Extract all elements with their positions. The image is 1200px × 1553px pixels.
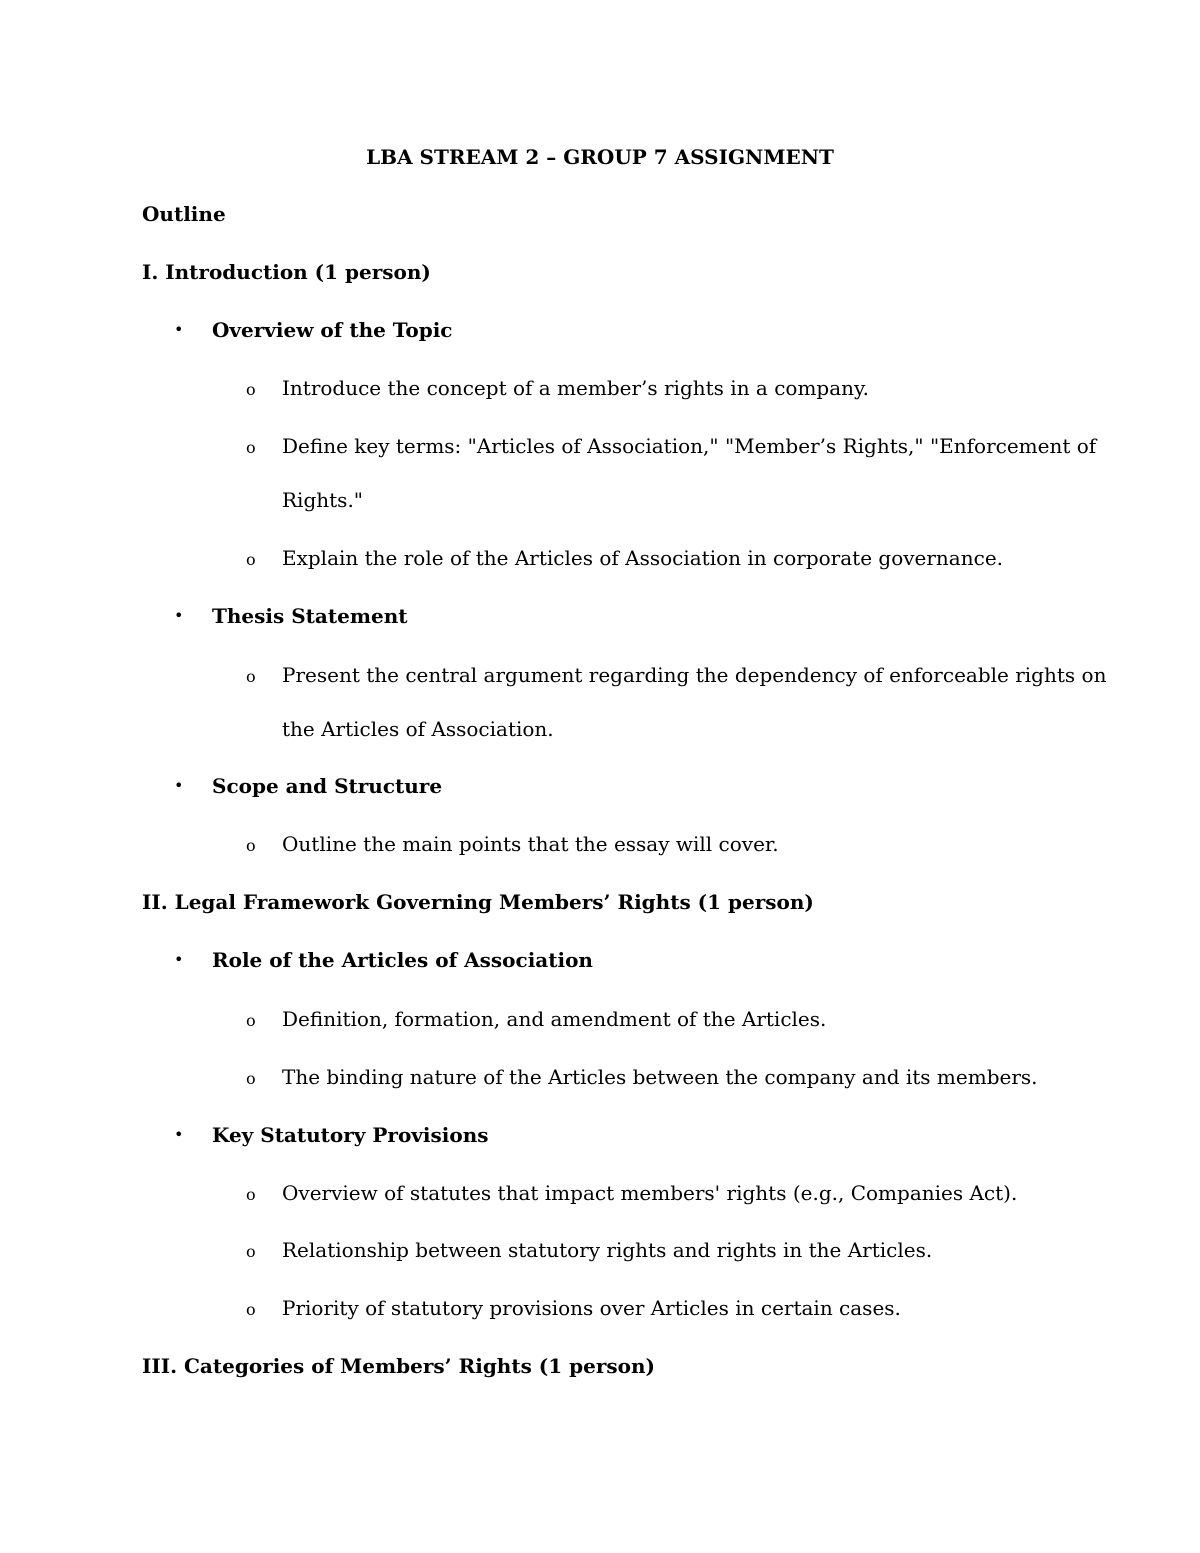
subbullet-icon: o	[246, 836, 256, 855]
subbullet-icon: o	[246, 1185, 256, 1204]
subbullet-icon: o	[246, 1011, 256, 1030]
subitem-text: Outline the main points that the essay will cover.	[282, 832, 779, 856]
bullet-icon: •	[174, 776, 184, 795]
subbullet-icon: o	[246, 438, 256, 457]
subitem-text: Introduce the concept of a member’s rights in a company.	[282, 376, 870, 400]
section-heading-legal-framework: II. Legal Framework Governing Members’ Rights (1 person)	[142, 890, 814, 914]
bullet-icon: •	[174, 320, 184, 339]
bullet-icon: •	[174, 1125, 184, 1144]
subitem-text: The binding nature of the Articles between the company and its members.	[282, 1065, 1038, 1089]
subbullet-icon: o	[246, 1069, 256, 1088]
bullet-icon: •	[174, 606, 184, 625]
subbullet-icon: o	[246, 380, 256, 399]
item-overview-of-topic: Overview of the Topic	[212, 318, 453, 342]
section-heading-introduction: I. Introduction (1 person)	[142, 260, 431, 284]
subitem-text: Priority of statutory provisions over Articles in certain cases.	[282, 1296, 901, 1320]
subbullet-icon: o	[246, 667, 256, 686]
bullet-icon: •	[174, 950, 184, 969]
document-title: LBA STREAM 2 – GROUP 7 ASSIGNMENT	[366, 145, 834, 169]
subitem-text: Present the central argument regarding the dependency of enforceable rights on	[282, 663, 1107, 687]
subitem-text: Definition, formation, and amendment of the Articles.	[282, 1007, 827, 1031]
outline-label: Outline	[142, 202, 226, 226]
subbullet-icon: o	[246, 1242, 256, 1261]
subitem-text: Define key terms: "Articles of Association," "Member’s Rights," "Enforcement of	[282, 434, 1097, 458]
subitem-text: Overview of statutes that impact members' rights (e.g., Companies Act).	[282, 1181, 1018, 1205]
subitem-text: Relationship between statutory rights and rights in the Articles.	[282, 1238, 933, 1262]
subbullet-icon: o	[246, 1300, 256, 1319]
subitem-text-continued: the Articles of Association.	[282, 717, 554, 741]
item-role-of-articles: Role of the Articles of Association	[212, 948, 593, 972]
item-scope-and-structure: Scope and Structure	[212, 774, 443, 798]
section-heading-categories: III. Categories of Members’ Rights (1 person)	[142, 1354, 655, 1378]
subbullet-icon: o	[246, 550, 256, 569]
item-thesis-statement: Thesis Statement	[212, 604, 408, 628]
item-key-statutory-provisions: Key Statutory Provisions	[212, 1123, 489, 1147]
subitem-text: Explain the role of the Articles of Association in corporate governance.	[282, 546, 1004, 570]
subitem-text-continued: Rights."	[282, 488, 363, 512]
